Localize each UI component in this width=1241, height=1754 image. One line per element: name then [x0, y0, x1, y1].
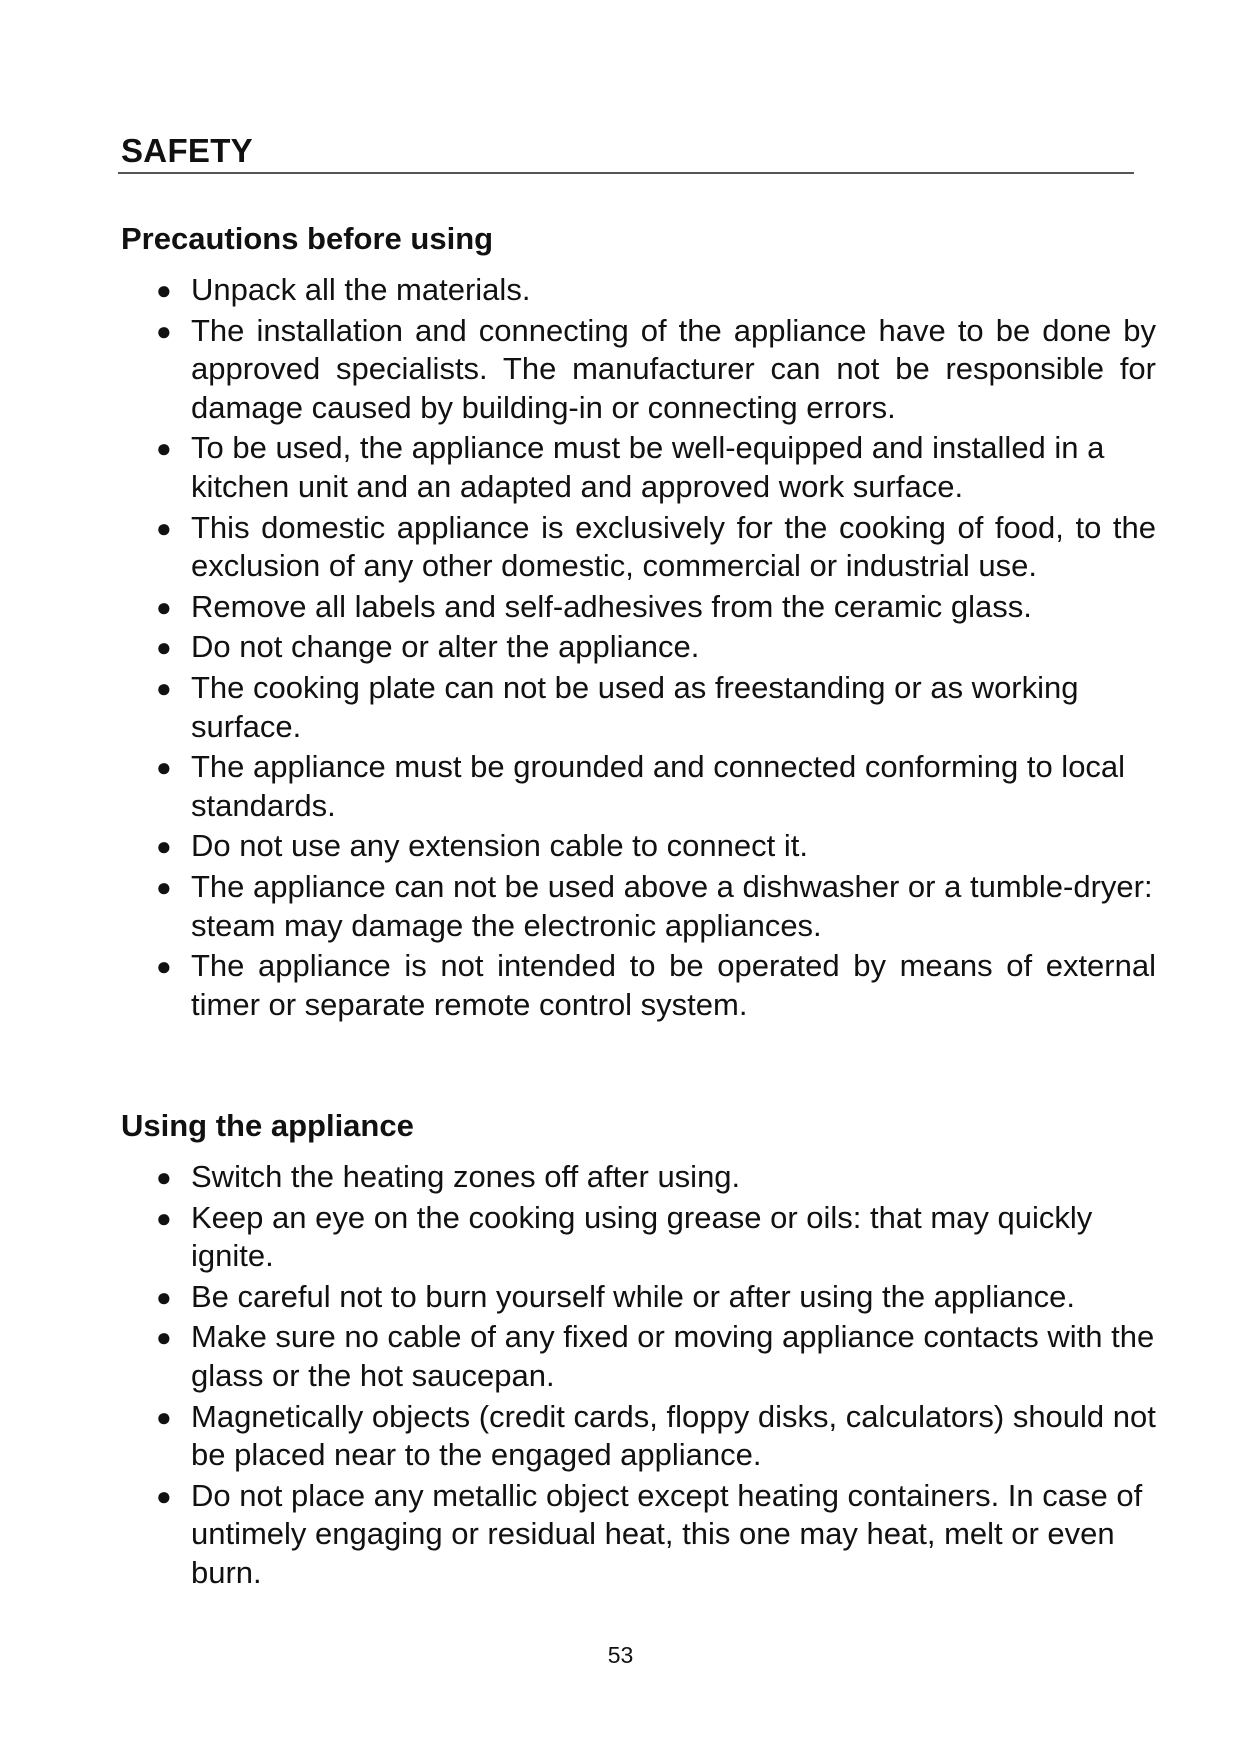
list-item-text: Unpack all the materials. — [191, 272, 531, 307]
bullet-icon: ● — [156, 1162, 172, 1192]
list-item — [0, 1477, 1156, 1593]
bullet-icon: ● — [156, 871, 172, 902]
list-item — [0, 669, 1156, 746]
title-divider — [118, 172, 1134, 174]
section-title: SAFETY — [121, 132, 253, 169]
page-number: 53 — [607, 1642, 634, 1668]
list-item-text: The appliance can not be used above a dishwasher or a tumble-dryer: steam may damage the electronic appliances. — [191, 868, 1153, 943]
list-item-text: The installation and connecting of the appliance have to be done by approved specialists. The manufacturer can not be responsible for damage caused by building-in or connecting errors. — [191, 312, 1156, 425]
list-item-text: The appliance must be grounded and connected conforming to local standards. — [191, 749, 1126, 823]
list-item — [0, 1318, 1156, 1395]
list-item — [0, 1398, 1156, 1475]
using-heading: Using the appliance — [121, 1108, 414, 1143]
list-item-text: Keep an eye on the cooking using grease or oils: that may quickly ignite. — [191, 1199, 1093, 1274]
list-item — [0, 509, 1156, 586]
list-item — [0, 827, 1156, 866]
bullet-icon: ● — [156, 752, 172, 783]
list-item-text: Remove all labels and self-adhesives from the ceramic glass. — [191, 588, 1032, 624]
list-item — [0, 1199, 1156, 1276]
list-item-text: Switch the heating zones off after using. — [191, 1159, 741, 1194]
list-item-text: Make sure no cable of any fixed or moving appliance contacts with the glass or the hot saucepan. — [191, 1319, 1155, 1393]
list-item-text: Do not place any metallic object except heating containers. In case of untimely engaging or residual heat, this one may heat, melt or even burn. — [191, 1477, 1143, 1590]
bullet-icon: ● — [156, 315, 172, 346]
list-item-text: The appliance is not intended to be operated by means of external timer or separate remote control system. — [191, 948, 1156, 1022]
list-item — [0, 628, 1156, 667]
list-item — [0, 312, 1156, 428]
list-item-text: To be used, the appliance must be well-equipped and installed in a kitchen unit and an adapted and approved work surface. — [191, 430, 1105, 504]
list-item — [0, 271, 1156, 310]
bullet-icon: ● — [156, 1281, 172, 1312]
bullet-icon: ● — [156, 1202, 172, 1233]
list-item — [0, 429, 1156, 506]
bullet-icon: ● — [156, 632, 172, 663]
bullet-icon: ● — [156, 433, 172, 464]
precautions-heading: Precautions before using — [121, 221, 494, 256]
list-item — [0, 748, 1156, 825]
list-item — [0, 1278, 1156, 1317]
list-item — [0, 868, 1156, 945]
bullet-icon: ● — [156, 591, 172, 622]
bullet-icon: ● — [156, 672, 172, 703]
list-item-text: The cooking plate can not be used as freestanding or as working surface. — [191, 669, 1079, 744]
precautions-list — [0, 271, 1241, 1026]
bullet-icon: ● — [156, 512, 172, 543]
list-item-text: Magnetically objects (credit cards, floppy disks, calculators) should not be placed near to the engaged appliance. — [191, 1398, 1156, 1473]
bullet-icon: ● — [156, 831, 172, 862]
bullet-icon: ● — [156, 951, 172, 982]
list-item — [0, 947, 1156, 1024]
bullet-icon: ● — [156, 275, 172, 305]
bullet-icon: ● — [156, 1322, 172, 1353]
list-item-text: Do not use any extension cable to connect it. — [191, 828, 808, 864]
list-item — [0, 1158, 1156, 1197]
using-list — [0, 1158, 1241, 1595]
list-item-text: Do not change or alter the appliance. — [191, 629, 700, 665]
bullet-icon: ● — [156, 1401, 172, 1432]
list-item — [0, 588, 1156, 627]
list-item-text: This domestic appliance is exclusively for the cooking of food, to the exclusion of any other domestic, commercial or industrial use. — [191, 509, 1156, 584]
bullet-icon: ● — [156, 1480, 172, 1511]
list-item-text: Be careful not to burn yourself while or after using the appliance. — [191, 1278, 1076, 1314]
